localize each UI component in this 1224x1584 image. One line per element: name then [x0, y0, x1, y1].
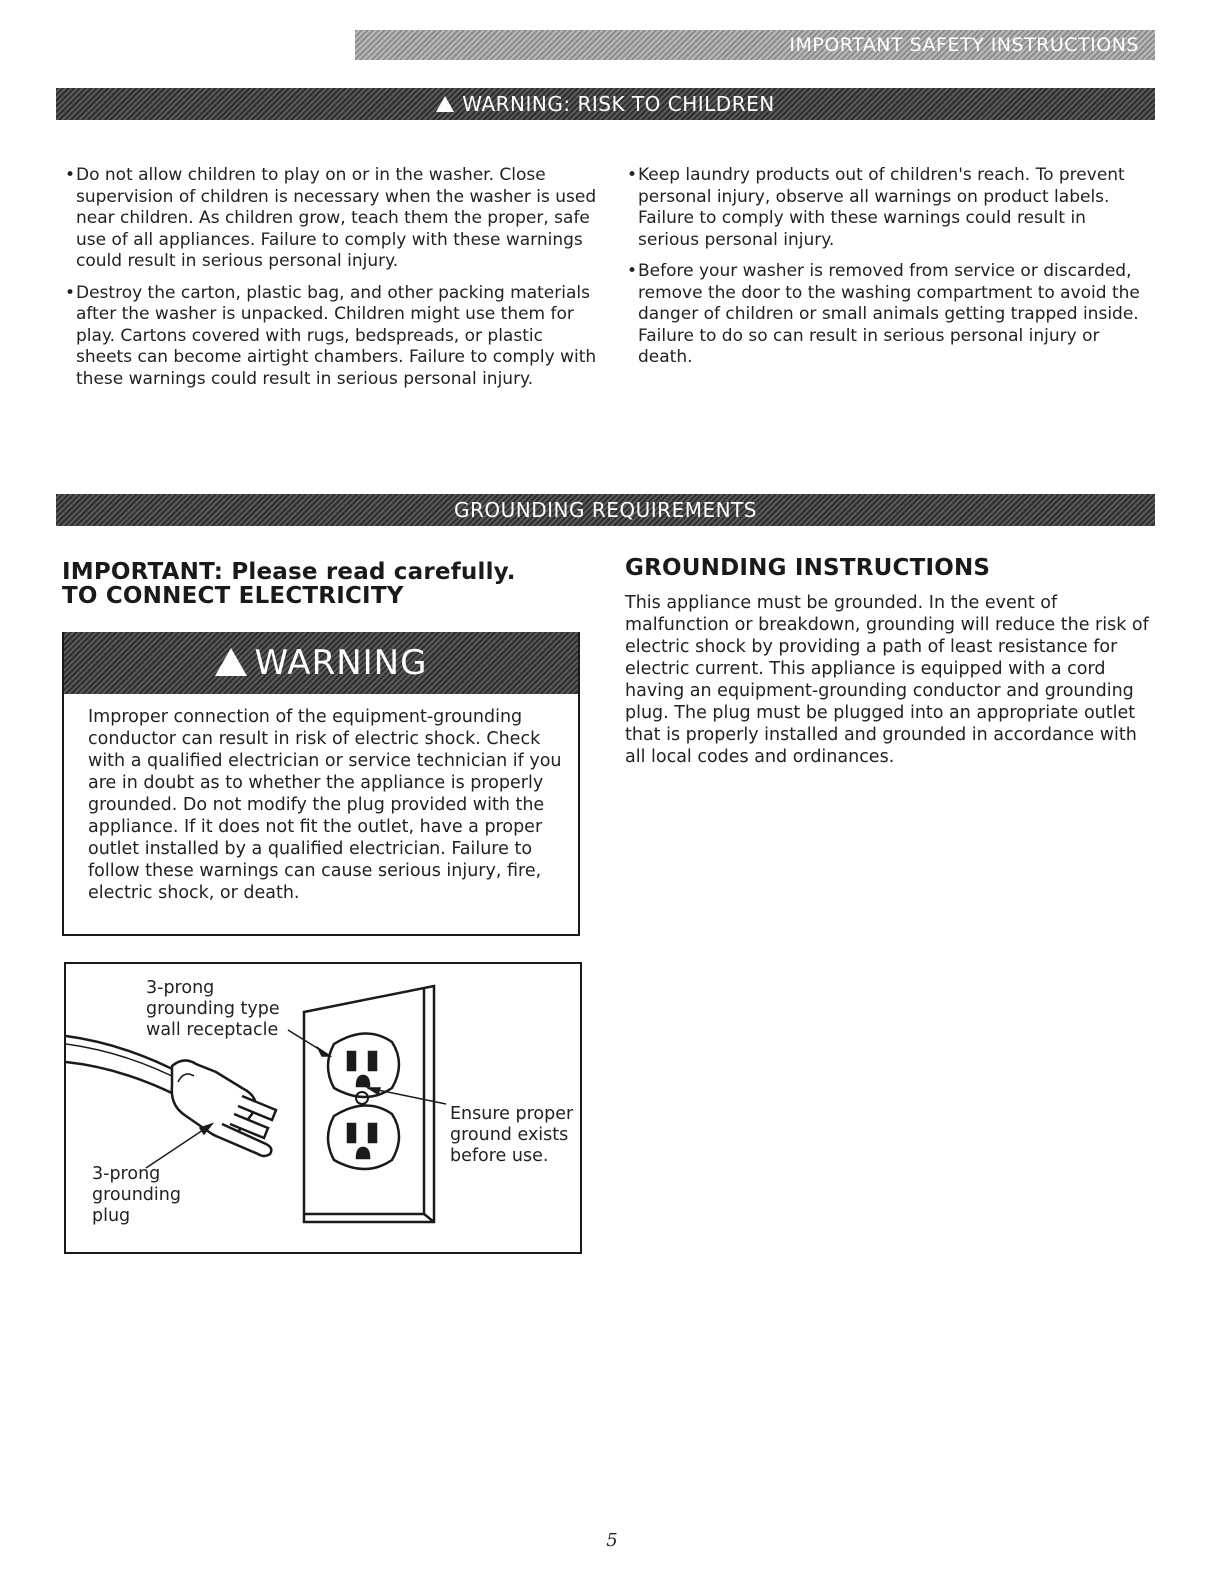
- grounding-instructions-heading: GROUNDING INSTRUCTIONS: [625, 555, 991, 581]
- warning-triangle-icon: [436, 96, 454, 112]
- plug-label-line: plug: [92, 1206, 131, 1226]
- bullet-item: • Do not allow children to play on or in the washer. Close supervision of children is necessary when the washer is used near children. As children grow, teach them the proper, safe use of all appliances. Failure to comply with these warnings could result in serious personal injury.: [60, 165, 600, 273]
- warning-box-text: Improper connection of the equipment-grounding conductor can result in risk of electric shock. Check with a qualified electrician or service technician if you are in doubt as to whether the appliance is properly grounded. Do not modify the plug provided with the appliance. If it does not fit the outlet, have a proper outlet installed by a qualified electrician. Failure to follow these warnings can cause serious injury, fire, electric shock, or death.: [88, 707, 562, 903]
- bullet-item: • Before your washer is removed from service or discarded, remove the door to the washing compartment to avoid the danger of children or small animals getting trapped inside. Failure to do so can result in serious personal injury or death.: [622, 261, 1152, 369]
- plug-label-line: grounding: [92, 1185, 181, 1205]
- warning-triangle-icon: [215, 648, 247, 676]
- children-warning-title: WARNING: RISK TO CHILDREN: [462, 92, 775, 116]
- ensure-label-line: Ensure proper: [450, 1104, 574, 1124]
- receptacle-label-line: grounding type: [146, 999, 280, 1019]
- page-number: 5: [606, 1530, 618, 1551]
- children-warning-left-column: [60, 165, 600, 400]
- ensure-ground-label: [450, 1104, 573, 1167]
- bullet-item: • Keep laundry products out of children's reach. To prevent personal injury, observe all warnings on product labels. Failure to comply with these warnings could result in serious personal injury.: [622, 165, 1152, 251]
- warning-box-header: [64, 632, 578, 694]
- receptacle-label-line: 3-prong: [146, 978, 215, 998]
- connect-electricity-heading: TO CONNECT ELECTRICITY: [62, 583, 404, 609]
- grounding-requirements-title: GROUNDING REQUIREMENTS: [454, 498, 757, 522]
- grounding-instructions-text: This appliance must be grounded. In the event of malfunction or breakdown, grounding will reduce the risk of electric shock by providing a path of least resistance for electric current. This appliance is equipped with a cord having an equipment-grounding conductor and grounding plug. The plug must be plugged into an appropriate outlet that is properly installed and grounded in accordance with all local codes and ordinances.: [625, 593, 1149, 767]
- grounding-figure: [64, 962, 582, 1254]
- bullet-item: • Destroy the carton, plastic bag, and other packing materials after the washer is unpacked. Children might use them for play. Cartons covered with rugs, bedspreads, or plastic sheets can become airtight chambers. Failure to comply with these warnings could result in serious personal injury.: [60, 283, 600, 391]
- grounding-requirements-bar: [56, 494, 1155, 526]
- section-header-banner: [355, 30, 1155, 60]
- children-warning-right-column: [622, 165, 1152, 379]
- receptacle-label-line: wall receptacle: [146, 1020, 279, 1040]
- warning-box-title: WARNING: [254, 643, 428, 683]
- plug-label-line: 3-prong: [92, 1164, 161, 1184]
- children-warning-bar: [56, 88, 1155, 120]
- wall-receptacle-plate: [304, 986, 434, 1222]
- important-heading: IMPORTANT: Please read carefully.: [62, 559, 516, 585]
- plug-label: [92, 1164, 181, 1227]
- ensure-label-line: ground exists: [450, 1125, 569, 1145]
- section-header-title: IMPORTANT SAFETY INSTRUCTIONS: [789, 34, 1139, 56]
- warning-box: [62, 632, 580, 936]
- ensure-label-line: before use.: [450, 1146, 549, 1166]
- grounding-plug-icon: [66, 1036, 276, 1156]
- receptacle-label: [146, 978, 280, 1041]
